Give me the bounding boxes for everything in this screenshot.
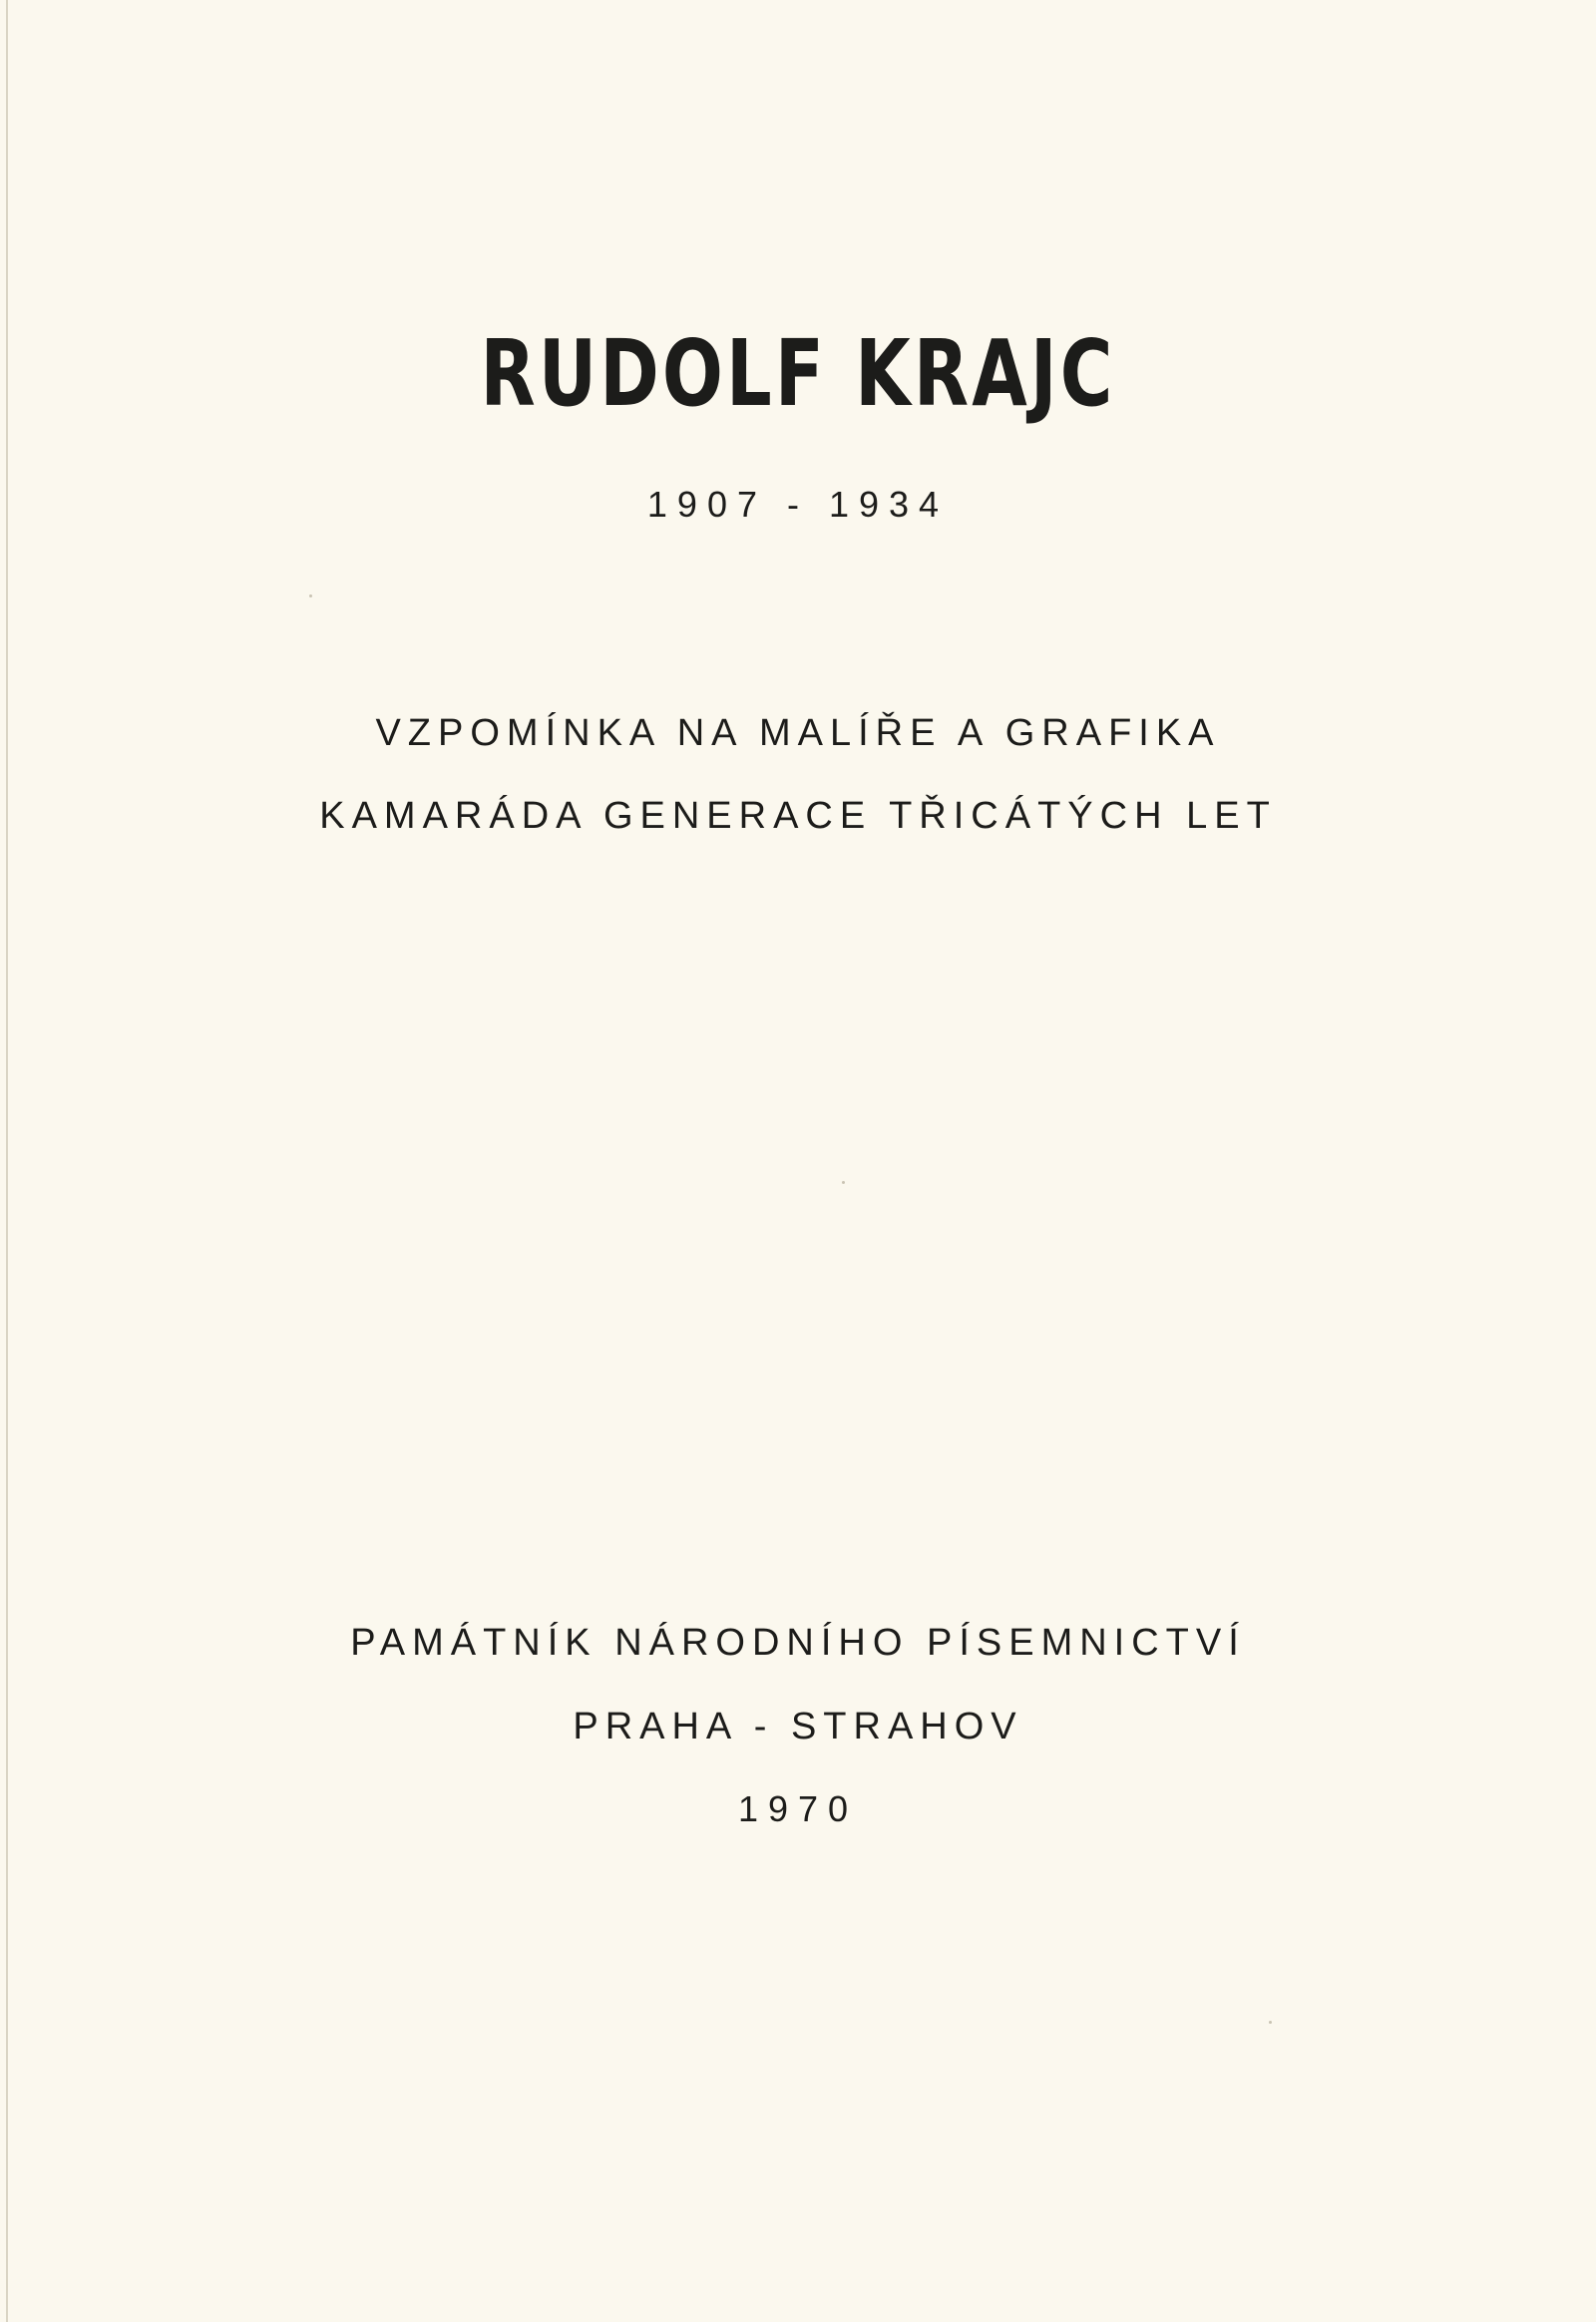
binding-edge	[6, 0, 8, 2322]
life-years: 1907 - 1934	[646, 484, 950, 525]
book-title: RUDOLF KRAJC	[480, 320, 1116, 427]
paper-speck	[309, 594, 312, 597]
publisher-location: PRAHA - STRAHOV	[573, 1706, 1023, 1747]
subtitle-line-2: KAMARÁDA GENERACE TŘICÁTÝCH LET	[319, 795, 1277, 837]
subtitle-line-1: VZPOMÍNKA NA MALÍŘE A GRAFIKA	[375, 712, 1221, 754]
publisher-name: PAMÁTNÍK NÁRODNÍHO PÍSEMNICTVÍ	[350, 1622, 1246, 1664]
paper-speck	[842, 1181, 845, 1184]
paper-speck	[1269, 2021, 1272, 2024]
publication-year: 1970	[737, 1788, 859, 1829]
